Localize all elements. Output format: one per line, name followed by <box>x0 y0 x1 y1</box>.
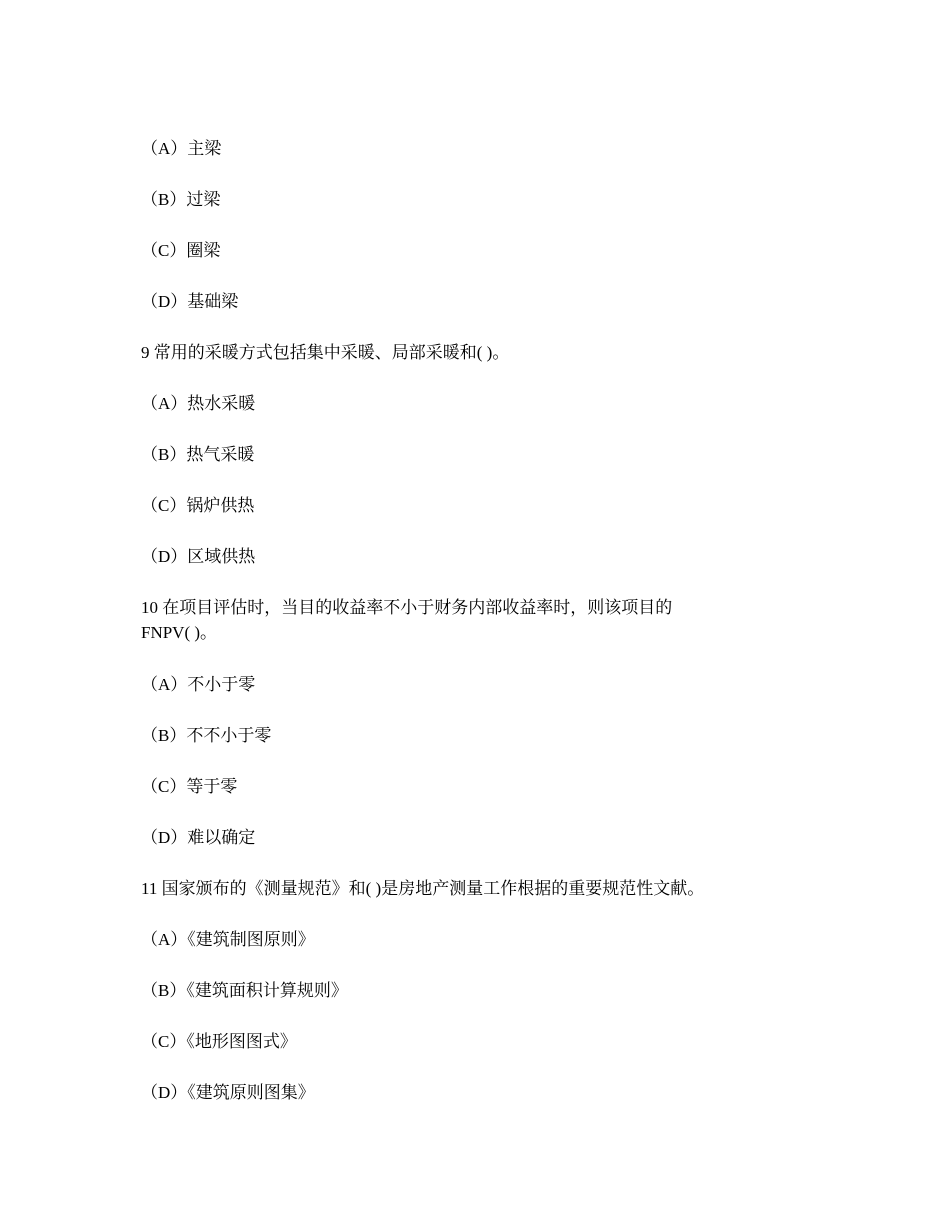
q11-option-b: （B）《建筑面积计算规则》 <box>141 981 348 1000</box>
q10-stem-line2: FNPV( )。 <box>141 623 218 642</box>
q11-option-d: （D）《建筑原则图集》 <box>141 1083 315 1102</box>
q10-option-a: （A）不小于零 <box>141 675 256 694</box>
q11-option-a: （A）《建筑制图原则》 <box>141 930 315 949</box>
q9-option-d: （D）区域供热 <box>141 547 256 566</box>
q8-option-b: （B）过梁 <box>141 190 221 209</box>
q11-stem: 11 国家颁布的《测量规范》和( )是房地产测量工作根据的重要规范性文献。 <box>141 879 705 898</box>
q8-option-a: （A）主梁 <box>141 139 222 158</box>
q8-option-d: （D）基础梁 <box>141 292 239 311</box>
q10-option-c: （C）等于零 <box>141 777 238 796</box>
q10-stem-line1: 10 在项目评估时，当目的收益率不小于财务内部收益率时，则该项目的 <box>141 598 673 617</box>
q9-stem: 9 常用的采暖方式包括集中采暖、局部采暖和( )。 <box>141 343 510 362</box>
q10-option-d: （D）难以确定 <box>141 828 256 847</box>
q9-option-a: （A）热水采暖 <box>141 394 256 413</box>
q9-option-b: （B）热气采暖 <box>141 445 255 464</box>
q9-option-c: （C）锅炉供热 <box>141 496 255 515</box>
q10-option-b: （B）不不小于零 <box>141 726 272 745</box>
q11-option-c: （C）《地形图图式》 <box>141 1032 297 1051</box>
q8-option-c: （C）圈梁 <box>141 241 221 260</box>
